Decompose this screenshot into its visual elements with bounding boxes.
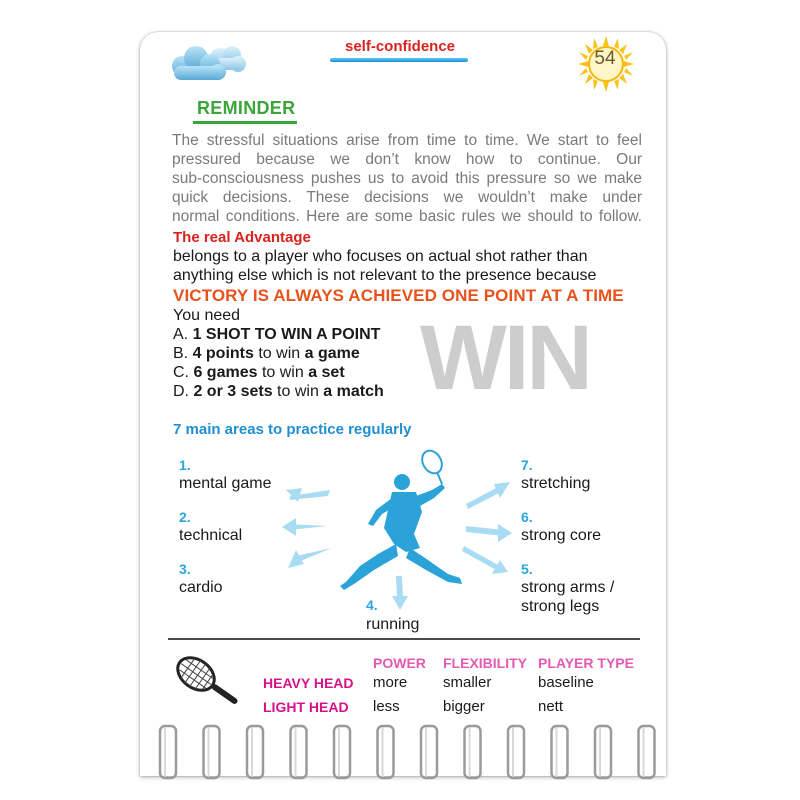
rule-bold: a game bbox=[304, 345, 360, 362]
reminder-line: pressured because we don’t know how to continue. Our bbox=[172, 151, 642, 168]
advantage-heading: The real Advantage bbox=[173, 229, 311, 246]
rule-bold: 4 points bbox=[192, 345, 254, 362]
section-divider bbox=[168, 638, 640, 640]
clouds-icon bbox=[168, 42, 248, 84]
reminder-line: sub-consciousness pushes us to avoid this pressure so we make bbox=[172, 170, 642, 187]
binding-ring bbox=[552, 726, 568, 778]
area-4-number: 4. bbox=[366, 597, 378, 613]
cell-light-flexibility: bigger bbox=[443, 698, 485, 715]
victory-statement: VICTORY IS ALWAYS ACHIEVED ONE POINT AT A TIME bbox=[173, 286, 624, 305]
reminder-line: normal conditions. Here are some basic rules we should to follow. bbox=[172, 208, 642, 225]
area-7-number: 7. bbox=[521, 457, 533, 473]
binding-ring bbox=[508, 726, 524, 778]
rule-item bbox=[173, 382, 384, 401]
row-header-heavy-head: HEAVY HEAD bbox=[263, 675, 354, 691]
area-2-label: technical bbox=[179, 527, 243, 544]
practice-areas-heading: 7 main areas to practice regularly bbox=[173, 421, 412, 438]
binding-ring bbox=[465, 726, 481, 778]
binding-ring bbox=[421, 726, 437, 778]
cell-heavy-flexibility: smaller bbox=[443, 674, 492, 691]
binding-ring bbox=[378, 726, 394, 778]
binding-ring bbox=[639, 726, 655, 778]
rule-text: to win bbox=[272, 383, 324, 400]
tennis-racket-icon bbox=[172, 652, 252, 708]
area-2-number: 2. bbox=[179, 509, 191, 525]
rule-item bbox=[173, 344, 384, 363]
rule-bold: 1 SHOT TO WIN A POINT bbox=[192, 326, 381, 343]
binding-ring bbox=[204, 726, 220, 778]
reminder-heading: REMINDER bbox=[197, 98, 296, 118]
row-header-light-head: LIGHT HEAD bbox=[263, 699, 349, 715]
rule-text: to win bbox=[257, 364, 309, 381]
cell-heavy-power: more bbox=[373, 674, 408, 691]
reminder-line: quick decisions. These decisions we wouldn’t make under bbox=[172, 189, 642, 206]
binding-ring bbox=[291, 726, 307, 778]
rule-prefix: A. bbox=[173, 326, 193, 343]
advantage-text bbox=[173, 247, 643, 285]
column-header-player-type: PLAYER TYPE bbox=[538, 655, 634, 671]
area-3-number: 3. bbox=[179, 561, 191, 577]
advantage-line: belongs to a player who focuses on actual shot rather than bbox=[173, 248, 588, 265]
rule-bold: 6 games bbox=[193, 364, 258, 381]
binding-ring bbox=[247, 726, 263, 778]
area-5-label: strong arms / bbox=[521, 579, 615, 596]
area-5-label-line2: strong legs bbox=[521, 598, 600, 615]
area-4-label: running bbox=[366, 616, 420, 633]
rule-prefix: D. bbox=[173, 383, 194, 400]
cell-light-player-type: nett bbox=[538, 698, 564, 715]
area-1-number: 1. bbox=[179, 457, 191, 473]
reminder-underline bbox=[193, 121, 297, 124]
rule-prefix: C. bbox=[173, 364, 194, 381]
binding-ring bbox=[334, 726, 350, 778]
binding-ring bbox=[595, 726, 611, 778]
reminder-line: The stressful situations arise from time to time. We start to feel bbox=[172, 132, 642, 149]
advantage-line: anything else which is not relevant to the presence because bbox=[173, 267, 597, 284]
rule-bold: a set bbox=[308, 364, 345, 381]
rules-list bbox=[173, 306, 384, 401]
rule-bold: a match bbox=[323, 383, 384, 400]
page-number: 54 bbox=[594, 48, 616, 69]
cell-light-power: less bbox=[373, 698, 400, 715]
column-header-flexibility: FLEXIBILITY bbox=[443, 655, 527, 671]
column-header-power: POWER bbox=[373, 655, 426, 671]
spiral-binding-icon bbox=[140, 720, 666, 790]
section-title-underline bbox=[330, 58, 468, 62]
win-watermark: WIN bbox=[420, 307, 590, 409]
rule-bold: 2 or 3 sets bbox=[193, 383, 273, 400]
rule-item bbox=[173, 363, 384, 382]
area-6-label: strong core bbox=[521, 527, 602, 544]
cell-heavy-player-type: baseline bbox=[538, 674, 594, 691]
binding-ring bbox=[160, 726, 176, 778]
area-1-label: mental game bbox=[179, 475, 272, 492]
area-6-number: 6. bbox=[521, 509, 533, 525]
rule-item bbox=[173, 325, 384, 344]
area-7-label: stretching bbox=[521, 475, 591, 492]
area-3-label: cardio bbox=[179, 579, 223, 596]
reminder-paragraph bbox=[172, 131, 642, 226]
rule-prefix: B. bbox=[173, 345, 193, 362]
rule-text: to win bbox=[253, 345, 305, 362]
you-need-label: You need bbox=[173, 307, 241, 324]
area-5-number: 5. bbox=[521, 561, 533, 577]
section-title: self-confidence bbox=[344, 38, 456, 55]
